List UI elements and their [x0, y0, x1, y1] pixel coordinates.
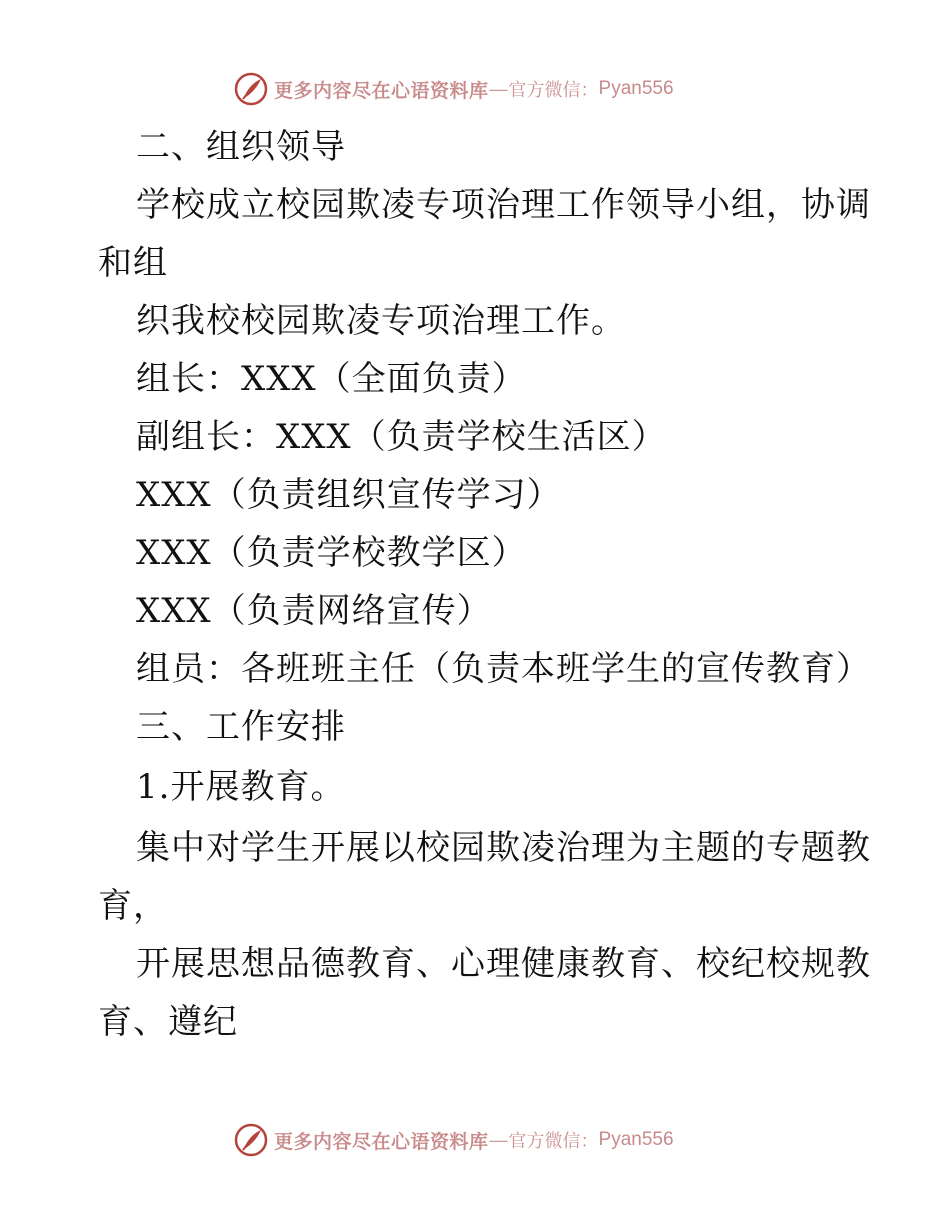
- paragraph-line: 开展思想品德教育、心理健康教育、校纪校规教: [136, 944, 871, 984]
- section-heading-organization: 二、组织领导: [136, 127, 346, 167]
- paragraph-line: XXX（负责学校教学区）: [136, 533, 527, 573]
- watermark-dash: —: [489, 1129, 508, 1150]
- paragraph-line: XXX（负责组织宣传学习）: [136, 475, 562, 515]
- paragraph-line: XXX（负责网络宣传）: [136, 591, 492, 631]
- footer-watermark: [234, 1122, 674, 1158]
- paragraph-line: 育、遵纪: [98, 1002, 238, 1042]
- paragraph-line: 集中对学生开展以校园欺凌治理为主题的专题教: [136, 828, 871, 868]
- paragraph-line: 织我校校园欺凌专项治理工作。: [136, 301, 626, 341]
- section-heading-arrangement: 三、工作安排: [136, 707, 346, 747]
- watermark-label: 官方微信：: [508, 1131, 599, 1152]
- paragraph-line-members: 组员：各班班主任（负责本班学生的宣传教育）: [136, 649, 871, 689]
- watermark-main-text: 更多内容尽在心语资料库: [274, 1130, 489, 1153]
- watermark-label: 官方微信：: [508, 80, 599, 101]
- quill-logo-icon: [234, 72, 268, 106]
- paragraph-line: 和组: [98, 243, 168, 283]
- quill-logo-icon: [234, 1123, 268, 1157]
- paragraph-line-deputy: 副组长：XXX（负责学校生活区）: [136, 417, 667, 457]
- paragraph-line-leader: 组长：XXX（全面负责）: [136, 359, 527, 399]
- subsection-heading: 1.开展教育。: [136, 767, 346, 807]
- watermark-id: Pyan556: [598, 78, 674, 99]
- watermark-main-text: 更多内容尽在心语资料库: [274, 79, 489, 102]
- watermark-id: Pyan556: [598, 1129, 674, 1150]
- watermark-dash: —: [489, 78, 508, 99]
- paragraph-line: 育，: [98, 886, 168, 926]
- paragraph-line: 学校成立校园欺凌专项治理工作领导小组，协调: [136, 185, 871, 225]
- header-watermark: [234, 71, 674, 107]
